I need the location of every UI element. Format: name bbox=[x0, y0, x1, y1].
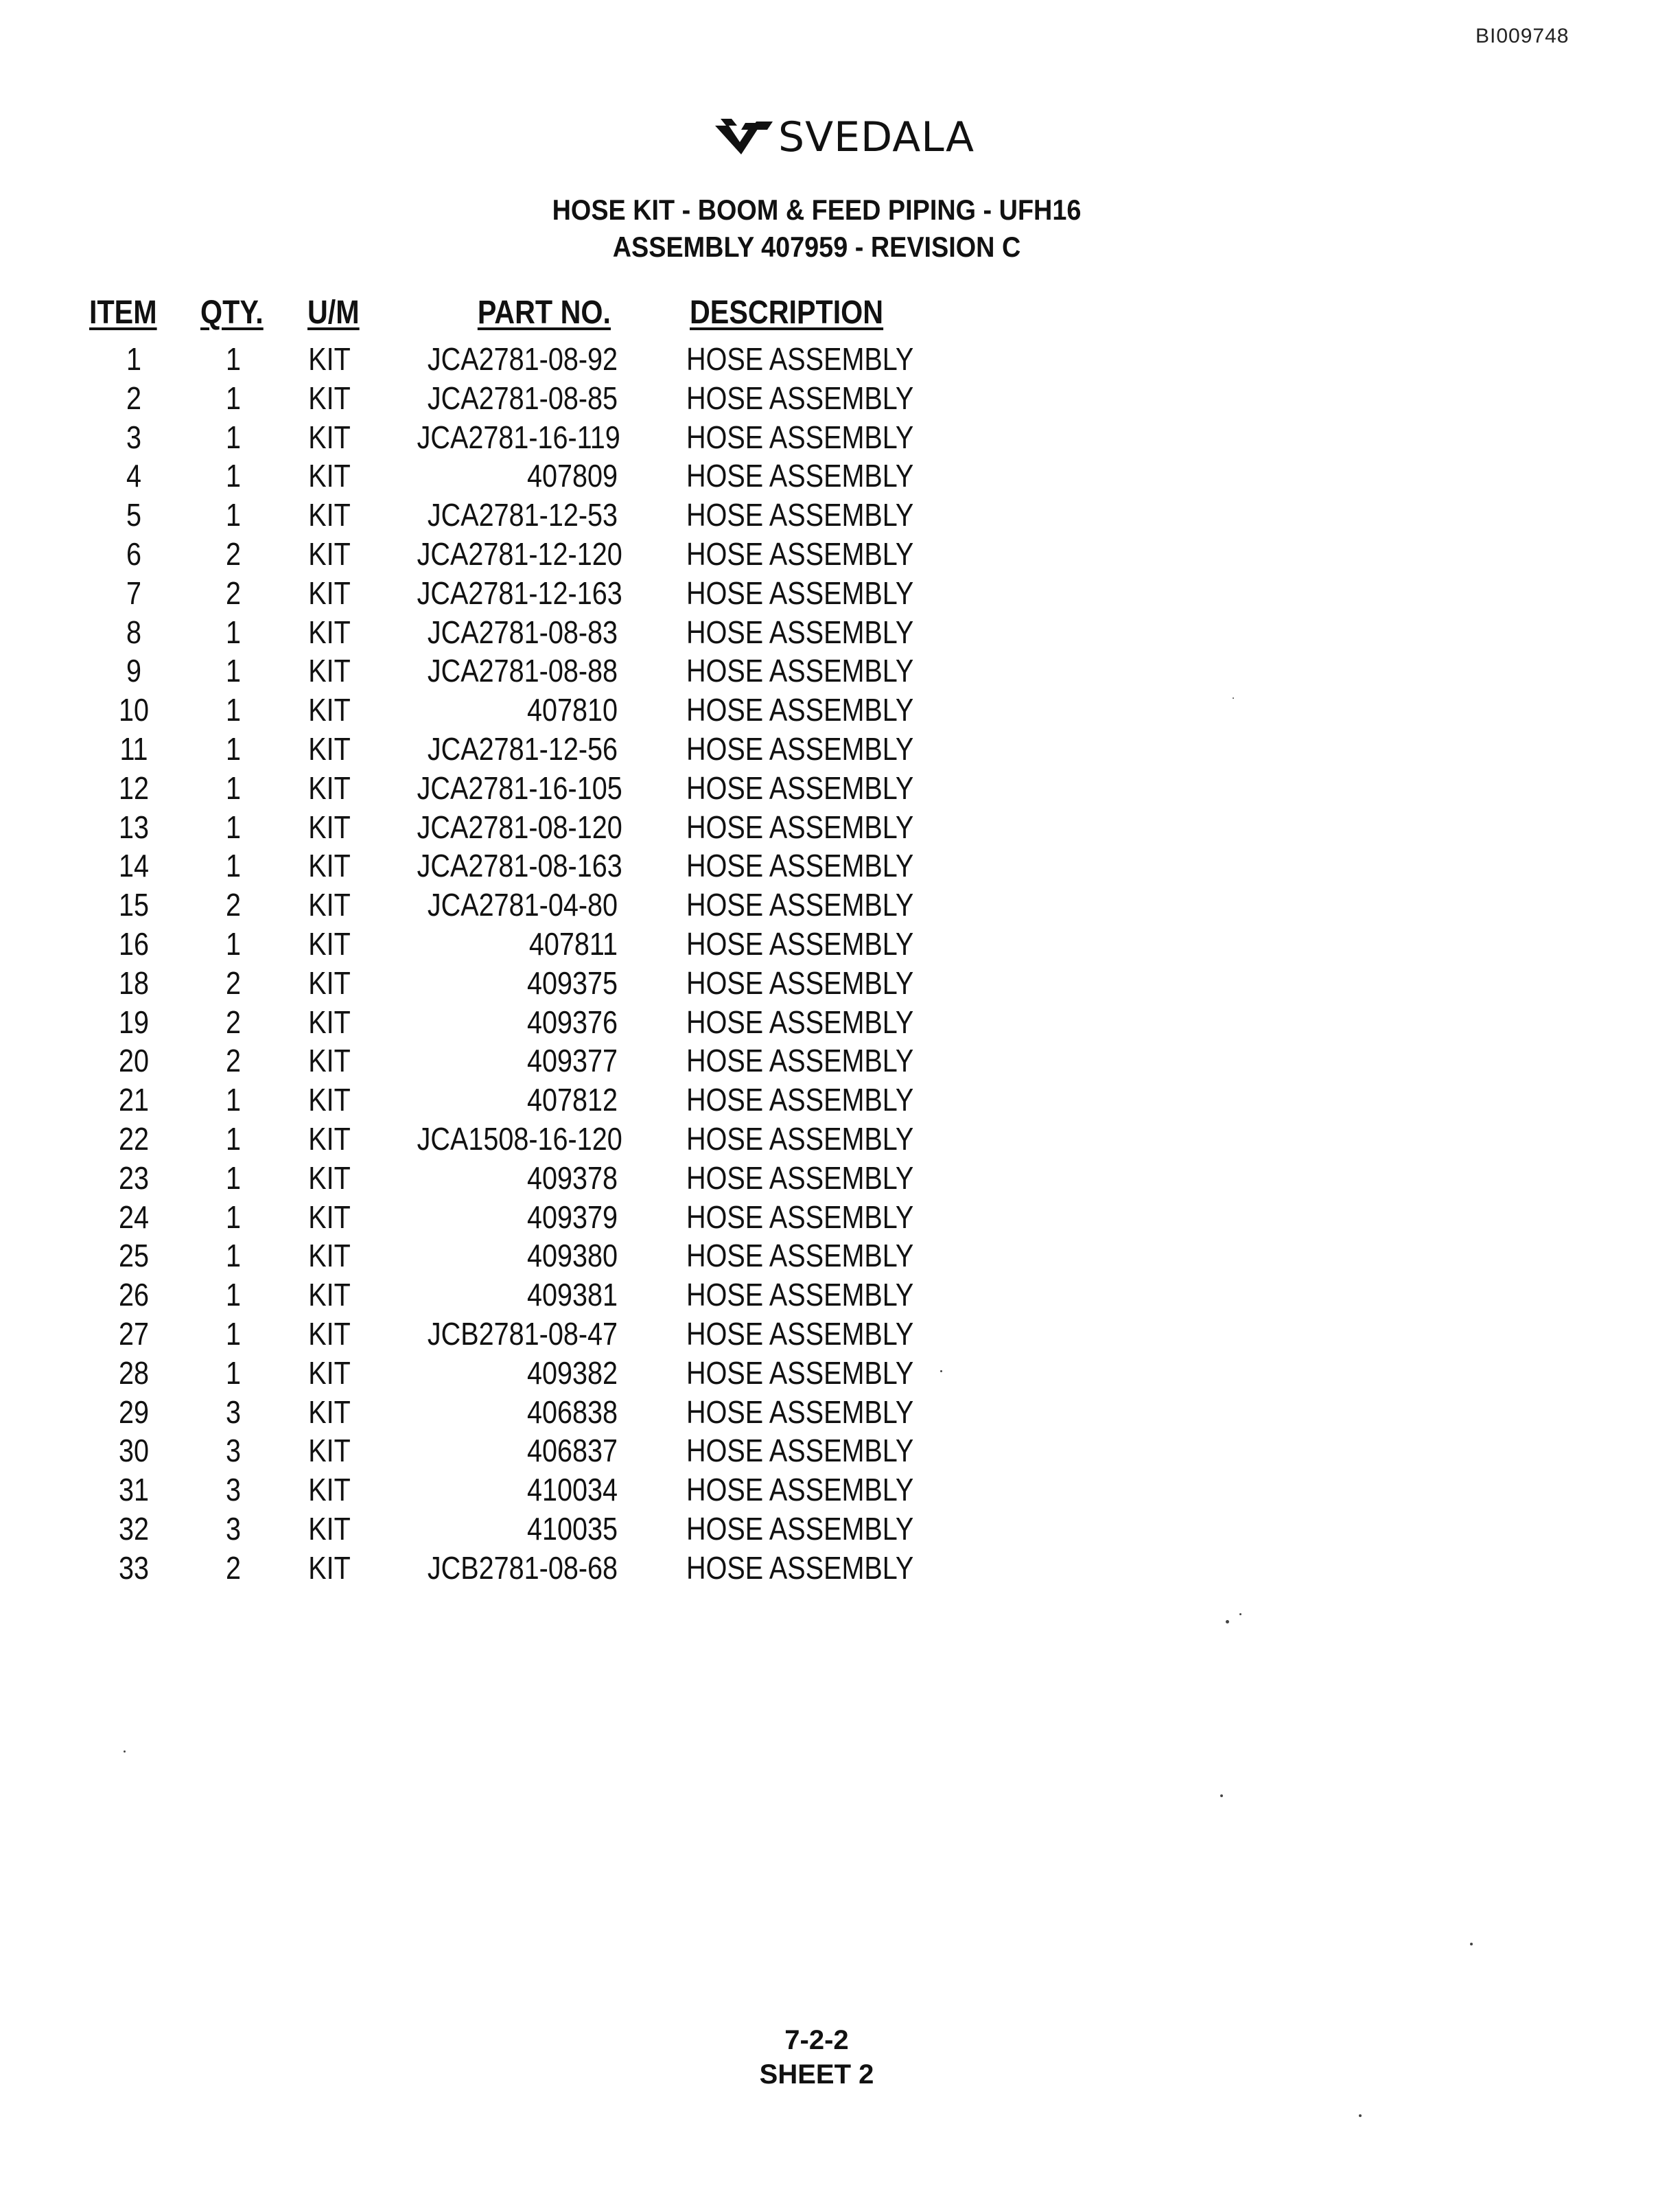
item-number: 14 bbox=[118, 848, 149, 884]
item-number: 8 bbox=[126, 614, 142, 650]
description: HOSE ASSEMBLY bbox=[686, 1394, 914, 1430]
document-title: HOSE KIT - BOOM & FEED PIPING - UFH16 bbox=[552, 194, 1082, 226]
description: HOSE ASSEMBLY bbox=[686, 692, 914, 728]
description: HOSE ASSEMBLY bbox=[686, 964, 914, 1001]
scan-speck bbox=[1359, 2114, 1362, 2117]
quantity: 1 bbox=[225, 1120, 242, 1157]
description: HOSE ASSEMBLY bbox=[686, 887, 914, 923]
unit-of-measure: KIT bbox=[308, 1315, 351, 1352]
part-number: JCA2781-08-88 bbox=[427, 653, 618, 689]
part-number: 409376 bbox=[526, 1004, 618, 1040]
item-number: 9 bbox=[126, 653, 142, 689]
part-number: JCA2781-08-163 bbox=[417, 848, 622, 884]
part-number: JCA2781-08-120 bbox=[417, 809, 622, 845]
item-number: 11 bbox=[119, 730, 148, 767]
document-id: BI009748 bbox=[1475, 25, 1570, 47]
quantity: 2 bbox=[225, 1043, 242, 1079]
table-row bbox=[89, 1549, 954, 1588]
item-number: 19 bbox=[118, 1004, 149, 1040]
unit-of-measure: KIT bbox=[308, 458, 351, 494]
part-number: 406837 bbox=[526, 1433, 618, 1469]
table-row bbox=[89, 1510, 954, 1549]
item-number: 13 bbox=[118, 809, 149, 845]
table-row bbox=[89, 1471, 954, 1510]
description: HOSE ASSEMBLY bbox=[686, 419, 914, 455]
table-row bbox=[89, 1354, 954, 1394]
quantity: 1 bbox=[225, 692, 242, 728]
description: HOSE ASSEMBLY bbox=[686, 614, 914, 650]
table-row bbox=[89, 419, 954, 458]
scan-speck bbox=[1220, 1794, 1223, 1797]
unit-of-measure: KIT bbox=[308, 1510, 351, 1547]
table-row bbox=[89, 457, 954, 496]
scan-speck bbox=[1239, 1613, 1241, 1615]
part-number: JCA2781-12-120 bbox=[417, 535, 622, 572]
quantity: 2 bbox=[225, 575, 242, 611]
item-number: 27 bbox=[118, 1315, 149, 1352]
quantity: 3 bbox=[225, 1510, 242, 1547]
unit-of-measure: KIT bbox=[308, 1120, 351, 1157]
quantity: 1 bbox=[225, 1277, 242, 1313]
table-row bbox=[89, 730, 954, 770]
column-header-item: ITEM bbox=[89, 294, 157, 331]
quantity: 1 bbox=[225, 1315, 242, 1352]
description: HOSE ASSEMBLY bbox=[686, 730, 914, 767]
description: HOSE ASSEMBLY bbox=[686, 1510, 914, 1547]
unit-of-measure: KIT bbox=[308, 1433, 351, 1469]
table-row bbox=[89, 340, 954, 380]
unit-of-measure: KIT bbox=[308, 497, 351, 533]
item-number: 6 bbox=[126, 535, 142, 572]
quantity: 1 bbox=[225, 809, 242, 845]
item-number: 20 bbox=[118, 1043, 149, 1079]
description: HOSE ASSEMBLY bbox=[686, 1354, 914, 1391]
table-row bbox=[89, 809, 954, 848]
part-number: 410034 bbox=[526, 1472, 618, 1508]
unit-of-measure: KIT bbox=[308, 1277, 351, 1313]
quantity: 2 bbox=[225, 964, 242, 1001]
description: HOSE ASSEMBLY bbox=[686, 458, 914, 494]
part-number: 409379 bbox=[526, 1199, 618, 1235]
description: HOSE ASSEMBLY bbox=[686, 1472, 914, 1508]
item-number: 15 bbox=[118, 887, 149, 923]
scan-speck bbox=[124, 1750, 126, 1753]
item-number: 25 bbox=[118, 1238, 149, 1274]
description: HOSE ASSEMBLY bbox=[686, 1433, 914, 1469]
description: HOSE ASSEMBLY bbox=[686, 1315, 914, 1352]
item-number: 10 bbox=[118, 692, 149, 728]
svedala-chevron-logo-icon bbox=[714, 116, 774, 159]
table-row bbox=[89, 1120, 954, 1159]
table-row bbox=[89, 1159, 954, 1199]
quantity: 1 bbox=[225, 419, 242, 455]
unit-of-measure: KIT bbox=[308, 1394, 351, 1430]
quantity: 1 bbox=[225, 1199, 242, 1235]
item-number: 4 bbox=[126, 458, 142, 494]
part-number: JCA1508-16-120 bbox=[417, 1120, 622, 1157]
item-number: 12 bbox=[118, 770, 149, 806]
column-header-qty: QTY. bbox=[200, 294, 264, 331]
part-number: 407811 bbox=[528, 925, 618, 962]
quantity: 1 bbox=[225, 1238, 242, 1274]
description: HOSE ASSEMBLY bbox=[686, 341, 914, 377]
part-number: 409377 bbox=[526, 1043, 618, 1079]
table-header-row bbox=[89, 294, 954, 340]
part-number: JCA2781-08-85 bbox=[427, 380, 618, 416]
unit-of-measure: KIT bbox=[308, 1082, 351, 1118]
item-number: 30 bbox=[118, 1433, 149, 1469]
quantity: 1 bbox=[225, 341, 242, 377]
part-number: JCA2781-08-83 bbox=[427, 614, 618, 650]
part-number: 407810 bbox=[526, 692, 618, 728]
part-number: 409378 bbox=[526, 1159, 618, 1196]
part-number: 409380 bbox=[526, 1238, 618, 1274]
unit-of-measure: KIT bbox=[308, 1354, 351, 1391]
item-number: 29 bbox=[118, 1394, 149, 1430]
table-row bbox=[89, 1432, 954, 1471]
part-number: 406838 bbox=[526, 1394, 618, 1430]
unit-of-measure: KIT bbox=[308, 1043, 351, 1079]
part-number: JCA2781-08-92 bbox=[427, 341, 618, 377]
unit-of-measure: KIT bbox=[308, 887, 351, 923]
description: HOSE ASSEMBLY bbox=[686, 1082, 914, 1118]
item-number: 28 bbox=[118, 1354, 149, 1391]
column-header-um: U/M bbox=[307, 294, 360, 331]
unit-of-measure: KIT bbox=[308, 419, 351, 455]
quantity: 1 bbox=[225, 653, 242, 689]
unit-of-measure: KIT bbox=[308, 1472, 351, 1508]
part-number: JCA2781-16-119 bbox=[417, 419, 620, 455]
unit-of-measure: KIT bbox=[308, 964, 351, 1001]
quantity: 1 bbox=[225, 730, 242, 767]
table-row bbox=[89, 1315, 954, 1354]
column-header-part-no: PART NO. bbox=[477, 294, 611, 331]
item-number: 3 bbox=[126, 419, 142, 455]
description: HOSE ASSEMBLY bbox=[686, 1043, 914, 1079]
unit-of-measure: KIT bbox=[308, 809, 351, 845]
part-number: JCA2781-12-163 bbox=[417, 575, 622, 611]
quantity: 1 bbox=[225, 1082, 242, 1118]
quantity: 1 bbox=[225, 848, 242, 884]
item-number: 1 bbox=[126, 341, 142, 377]
unit-of-measure: KIT bbox=[308, 692, 351, 728]
description: HOSE ASSEMBLY bbox=[686, 653, 914, 689]
table-row bbox=[89, 770, 954, 809]
item-number: 16 bbox=[118, 925, 149, 962]
table-row bbox=[89, 614, 954, 653]
quantity: 2 bbox=[225, 887, 242, 923]
description: HOSE ASSEMBLY bbox=[686, 925, 914, 962]
part-number: 407809 bbox=[526, 458, 618, 494]
table-row bbox=[89, 535, 954, 575]
table-row bbox=[89, 496, 954, 535]
column-header-description: DESCRIPTION bbox=[690, 294, 884, 331]
description: HOSE ASSEMBLY bbox=[686, 1159, 914, 1196]
scan-speck bbox=[1233, 697, 1234, 699]
unit-of-measure: KIT bbox=[308, 1238, 351, 1274]
item-number: 22 bbox=[118, 1120, 149, 1157]
quantity: 1 bbox=[225, 458, 242, 494]
quantity: 3 bbox=[225, 1472, 242, 1508]
part-number: 409382 bbox=[526, 1354, 618, 1391]
unit-of-measure: KIT bbox=[308, 730, 351, 767]
unit-of-measure: KIT bbox=[308, 535, 351, 572]
quantity: 2 bbox=[225, 1549, 242, 1586]
table-row bbox=[89, 1004, 954, 1043]
part-number: JCA2781-12-53 bbox=[427, 497, 618, 533]
sheet-number: SHEET 2 bbox=[759, 2059, 874, 2090]
part-number: JCA2781-16-105 bbox=[417, 770, 622, 806]
page-number: 7-2-2 bbox=[784, 2025, 849, 2055]
part-number: JCA2781-04-80 bbox=[427, 887, 618, 923]
item-number: 24 bbox=[118, 1199, 149, 1235]
unit-of-measure: KIT bbox=[308, 1159, 351, 1196]
description: HOSE ASSEMBLY bbox=[686, 1120, 914, 1157]
quantity: 1 bbox=[225, 1354, 242, 1391]
document-subtitle: ASSEMBLY 407959 - REVISION C bbox=[612, 231, 1021, 263]
part-number: 407812 bbox=[526, 1082, 618, 1118]
unit-of-measure: KIT bbox=[308, 848, 351, 884]
scan-speck bbox=[1470, 1943, 1473, 1945]
part-number: 409375 bbox=[526, 964, 618, 1001]
table-row bbox=[89, 1237, 954, 1276]
table-row bbox=[89, 691, 954, 730]
item-number: 5 bbox=[126, 497, 142, 533]
quantity: 3 bbox=[225, 1394, 242, 1430]
unit-of-measure: KIT bbox=[308, 770, 351, 806]
logo-text: SVEDALA bbox=[778, 113, 975, 161]
table-row bbox=[89, 1394, 954, 1433]
quantity: 1 bbox=[225, 614, 242, 650]
table-row bbox=[89, 380, 954, 419]
part-number: JCB2781-08-68 bbox=[427, 1549, 618, 1586]
item-number: 18 bbox=[118, 964, 149, 1001]
parts-table bbox=[89, 294, 954, 1588]
unit-of-measure: KIT bbox=[308, 614, 351, 650]
quantity: 3 bbox=[225, 1433, 242, 1469]
description: HOSE ASSEMBLY bbox=[686, 1238, 914, 1274]
svedala-logo bbox=[714, 110, 975, 165]
description: HOSE ASSEMBLY bbox=[686, 1199, 914, 1235]
item-number: 31 bbox=[118, 1472, 149, 1508]
table-row bbox=[89, 925, 954, 964]
description: HOSE ASSEMBLY bbox=[686, 1277, 914, 1313]
table-row bbox=[89, 1081, 954, 1120]
part-number: 410035 bbox=[526, 1510, 618, 1547]
description: HOSE ASSEMBLY bbox=[686, 1549, 914, 1586]
unit-of-measure: KIT bbox=[308, 1199, 351, 1235]
item-number: 7 bbox=[126, 575, 142, 611]
table-row bbox=[89, 652, 954, 691]
unit-of-measure: KIT bbox=[308, 341, 351, 377]
table-row bbox=[89, 1042, 954, 1081]
unit-of-measure: KIT bbox=[308, 1004, 351, 1040]
table-row bbox=[89, 1199, 954, 1238]
item-number: 21 bbox=[118, 1082, 149, 1118]
table-row bbox=[89, 1276, 954, 1315]
item-number: 32 bbox=[118, 1510, 149, 1547]
table-row bbox=[89, 964, 954, 1004]
description: HOSE ASSEMBLY bbox=[686, 1004, 914, 1040]
item-number: 26 bbox=[118, 1277, 149, 1313]
quantity: 2 bbox=[225, 1004, 242, 1040]
description: HOSE ASSEMBLY bbox=[686, 809, 914, 845]
part-number: 409381 bbox=[526, 1277, 618, 1313]
item-number: 2 bbox=[126, 380, 142, 416]
table-row bbox=[89, 886, 954, 925]
unit-of-measure: KIT bbox=[308, 575, 351, 611]
quantity: 1 bbox=[225, 497, 242, 533]
item-number: 33 bbox=[118, 1549, 149, 1586]
unit-of-measure: KIT bbox=[308, 1549, 351, 1586]
quantity: 1 bbox=[225, 1159, 242, 1196]
table-row bbox=[89, 847, 954, 886]
part-number: JCB2781-08-47 bbox=[427, 1315, 618, 1352]
scan-speck bbox=[1226, 1620, 1229, 1623]
description: HOSE ASSEMBLY bbox=[686, 770, 914, 806]
description: HOSE ASSEMBLY bbox=[686, 575, 914, 611]
unit-of-measure: KIT bbox=[308, 653, 351, 689]
quantity: 1 bbox=[225, 380, 242, 416]
part-number: JCA2781-12-56 bbox=[427, 730, 618, 767]
description: HOSE ASSEMBLY bbox=[686, 535, 914, 572]
description: HOSE ASSEMBLY bbox=[686, 848, 914, 884]
scan-speck bbox=[940, 1370, 942, 1372]
quantity: 1 bbox=[225, 925, 242, 962]
quantity: 2 bbox=[225, 535, 242, 572]
description: HOSE ASSEMBLY bbox=[686, 497, 914, 533]
quantity: 1 bbox=[225, 770, 242, 806]
unit-of-measure: KIT bbox=[308, 380, 351, 416]
item-number: 23 bbox=[118, 1159, 149, 1196]
description: HOSE ASSEMBLY bbox=[686, 380, 914, 416]
table-row bbox=[89, 575, 954, 614]
unit-of-measure: KIT bbox=[308, 925, 351, 962]
